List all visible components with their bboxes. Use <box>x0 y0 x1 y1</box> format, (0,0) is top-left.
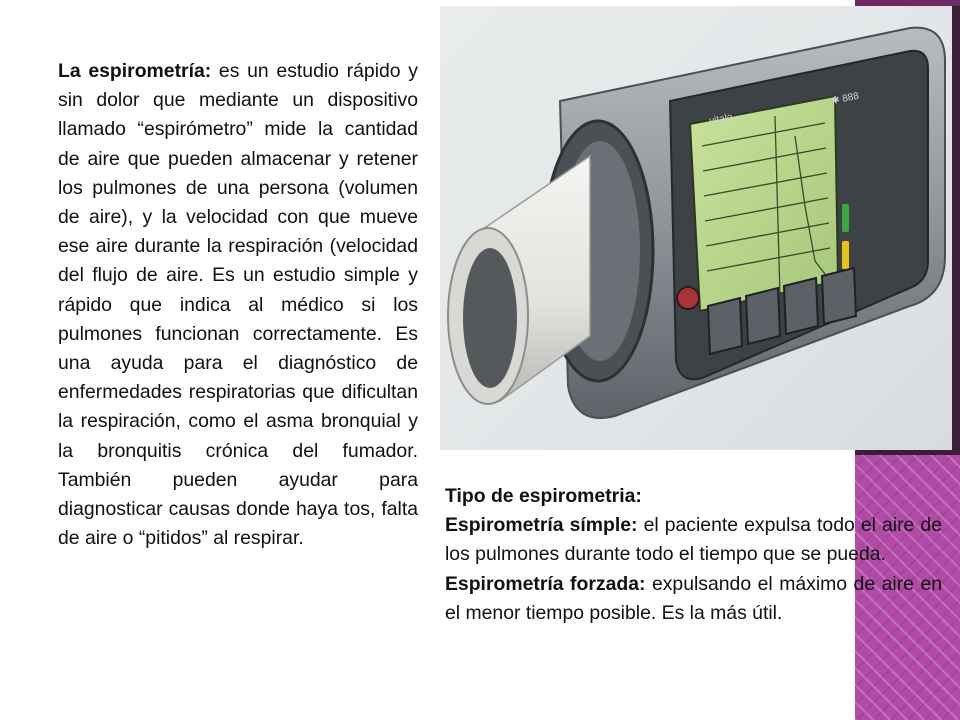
forced-spirometry-term: Espirometría forzada: <box>445 572 646 595</box>
svg-text:vitalo: vitalo <box>708 111 734 127</box>
spirometer-photo <box>440 6 952 450</box>
simple-spirometry-body: el paciente expulsa todo el aire de los pulmones durante todo el tiempo que se pueda. <box>445 514 942 566</box>
spirometry-description <box>58 57 418 553</box>
simple-spirometry-item <box>445 511 942 569</box>
forced-spirometry-body: expulsando el máximo de aire en el menor tiempo posible. Es la más útil. <box>445 572 943 624</box>
spirometer-illustration <box>440 6 952 450</box>
spirometry-body: es un estudio rápido y sin dolor que mediante un dispositivo llamado “espirómetro” mide la cantidad de aire que pueden almacenar y retener los pulmones de una persona (volumen de aire), y la velocidad con que mueve ese aire durante la respiración (velocidad del flujo de aire. Es un estudio simple y rápido que indica al médico si los pulmones funcionan correctamente. Es una ayuda para el diagnóstico de enfermedades respiratorias que dificultan la respiración, como el asma bronquial y la bronquitis crónica del fumador. También pueden ayudar para diagnosticar causas donde haya tos, falta de aire o “pitidos” al respirar. <box>58 60 418 550</box>
spirometry-types <box>445 482 942 628</box>
types-heading: Tipo de espirometria: <box>445 485 642 507</box>
spirometry-term: La espirometría: <box>58 60 212 82</box>
simple-spirometry-term: Espirometría símple: <box>445 514 638 537</box>
forced-spirometry-item <box>445 570 942 628</box>
svg-text:✱ 888: ✱ 888 <box>830 90 860 107</box>
